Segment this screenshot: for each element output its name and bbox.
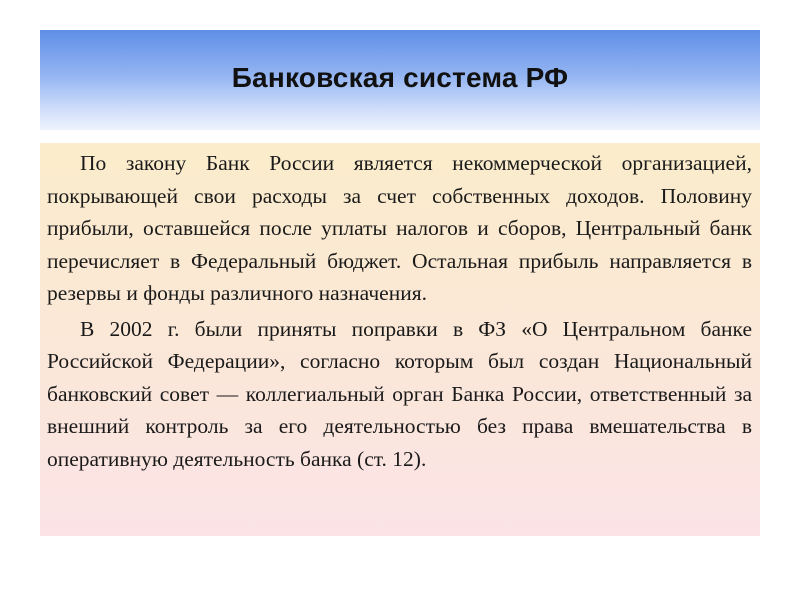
paragraph-profit-distribution: По закону Банк России является некоммерческой организацией, покрывающей свои расходы за счет собственных доходов. Половину прибыли, оставшейся после уплаты налогов и сборов, Центральный банк перечисляет в Федеральный бюджет. Остальная прибыль направляется в резервы и фонды различного назначения. — [47, 151, 752, 305]
title-banner — [40, 30, 760, 130]
slide-title: Банковская система РФ — [231, 62, 569, 93]
paragraph-national-banking-council: В 2002 г. были приняты поправки в ФЗ «О Центральном банке Российской Федерации», согласно которым был создан Национальный банковский совет — коллегиальный орган Банка России, ответственный за внешний контроль за его деятельностью без права вмешательства в оперативную деятельность банка (ст. 12). — [47, 316, 752, 471]
content-box — [40, 143, 760, 536]
